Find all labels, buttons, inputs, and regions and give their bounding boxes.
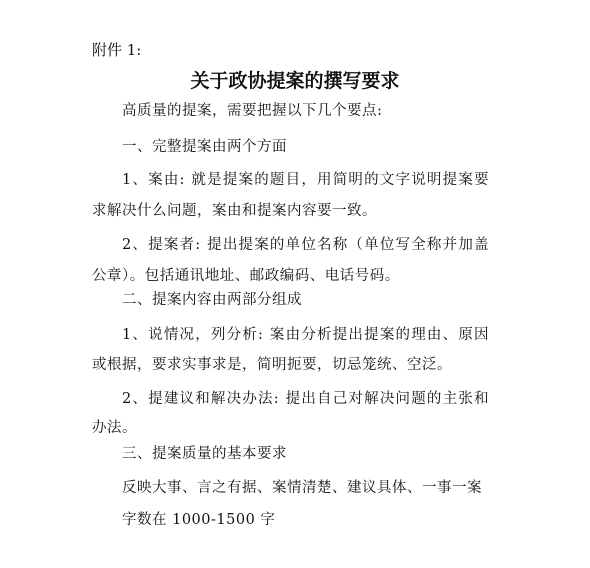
paragraph-line: 2、提建议和解决办法: 提出自己对解决问题的主张和 [122,391,490,407]
paragraph-line: 求解决什么问题，案由和提案内容要一致。 [92,203,377,219]
paragraph-intro: 高质量的提案，需要把握以下几个要点: [122,103,383,119]
paragraph-line: 办法。 [92,420,137,436]
section-heading-2: 二、提案内容由两部分组成 [122,292,302,308]
paragraph-line: 1、说情况，列分析: 案由分析提出提案的理由、原因 [122,327,490,343]
paragraph-line: 1、案由: 就是提案的题目，用简明的文字说明提案要 [122,172,490,188]
paragraph-line: 公章）。包括通讯地址、邮政编码、电话号码。 [92,268,400,284]
section-heading-3: 三、提案质量的基本要求 [122,446,287,462]
paragraph-line: 2、提案者: 提出提案的单位名称（单位写全称并加盖 [122,237,490,253]
section-heading-1: 一、完整提案由两个方面 [122,139,287,155]
document-title: 关于政协提案的撰写要求 [190,70,400,92]
paragraph-line: 或根据，要求实事求是，简明扼要，切忌笼统、空泛。 [92,357,452,373]
attachment-label: 附件 1: [92,41,142,59]
paragraph-line: 字数在 1000-1500 字 [122,512,276,528]
paragraph-line: 反映大事、言之有据、案情清楚、建议具体、一事一案 [122,480,482,496]
